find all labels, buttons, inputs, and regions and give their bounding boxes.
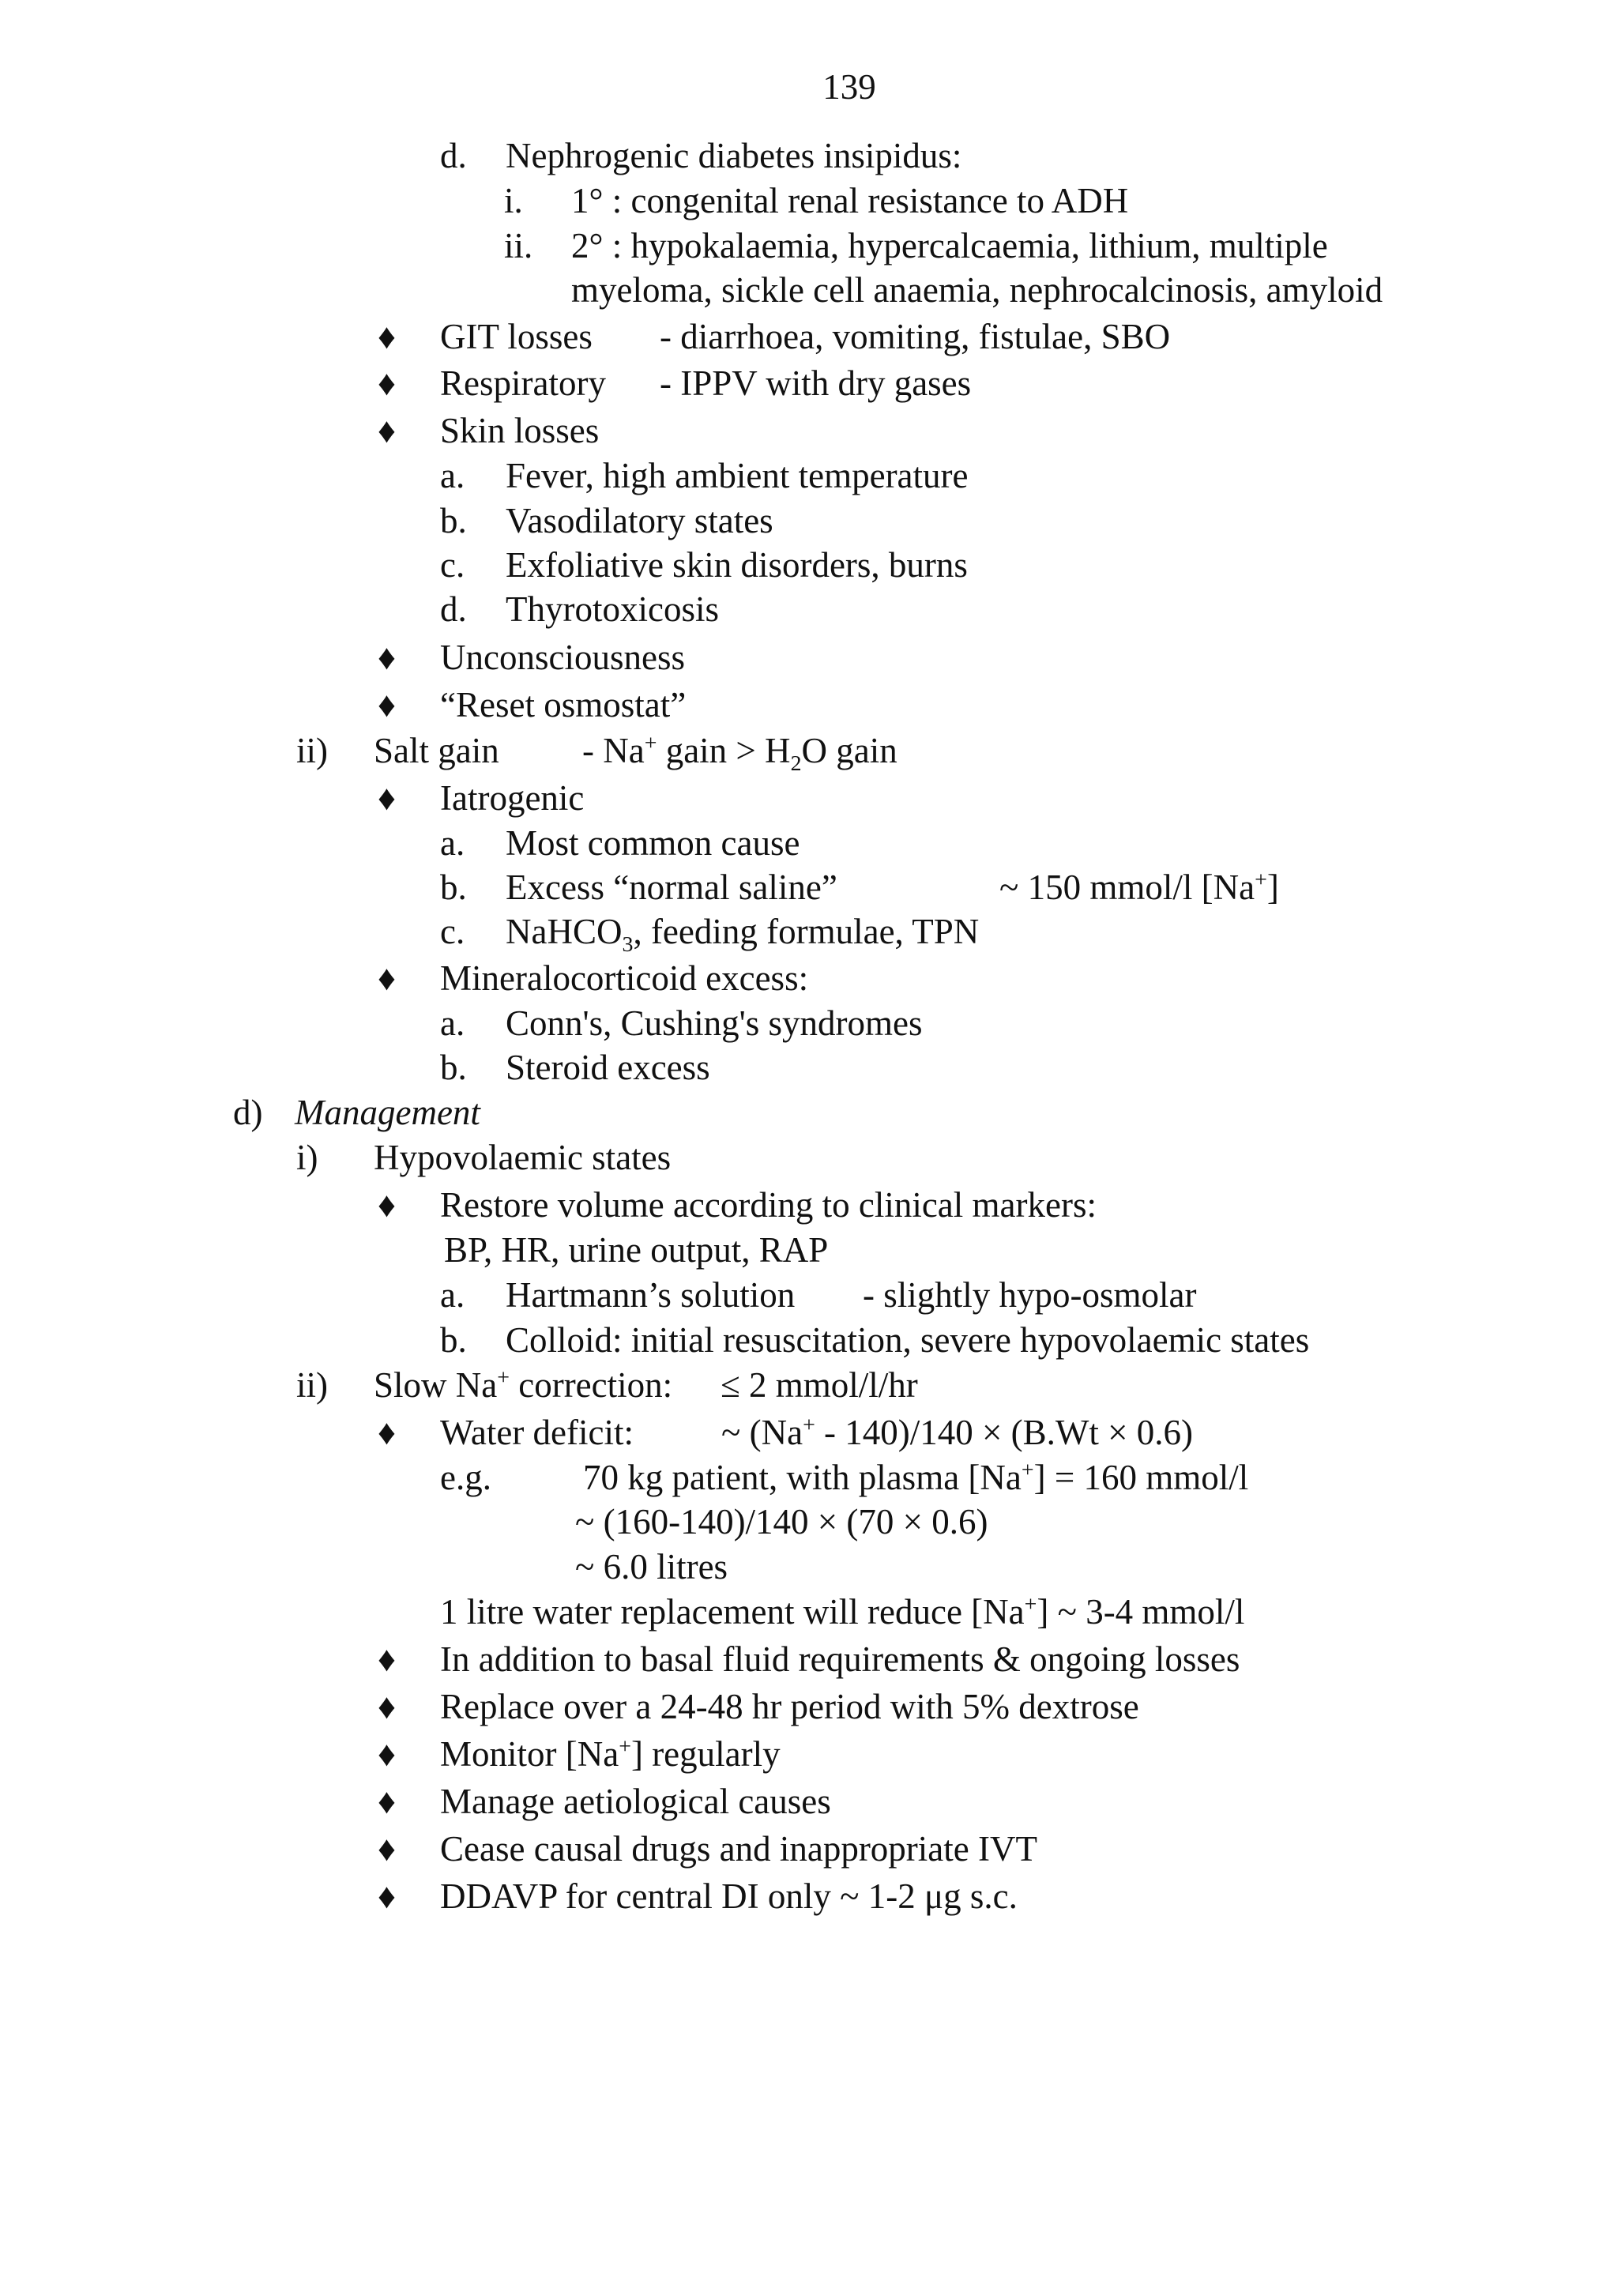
- bullet-text: Cease causal drugs and inappropriate IVT: [440, 1829, 1037, 1869]
- example-label: e.g.: [440, 1458, 491, 1497]
- bullet-icon: ♦: [378, 638, 396, 677]
- item-letter: a.: [440, 1003, 465, 1043]
- example-text: 70 kg patient, with plasma [Na+] = 160 mmol/l: [583, 1458, 1249, 1497]
- item-text: Most common cause: [506, 823, 800, 863]
- page-number: 139: [822, 67, 876, 107]
- section-label: Slow Na+ correction:: [374, 1365, 673, 1405]
- bullet-icon: ♦: [378, 1687, 396, 1726]
- bullet-icon: ♦: [378, 778, 396, 818]
- item-text: Excess “normal saline”: [506, 868, 837, 907]
- item-letter: b.: [440, 1320, 467, 1360]
- item-letter: c.: [440, 545, 465, 585]
- roman-numeral: ii): [296, 731, 328, 770]
- bullet-text: Respiratory: [440, 363, 606, 403]
- item-text: NaHCO$_3$, feeding formulae, TPN: [506, 912, 980, 957]
- bullet-text: Replace over a 24-48 hr period with 5% dextrose: [440, 1687, 1139, 1726]
- item-text: Thyrotoxicosis: [506, 589, 719, 629]
- bullet-text: “Reset osmostat”: [440, 685, 687, 725]
- bullet-text: DDAVP for central DI only ~ 1-2 μg s.c.: [440, 1876, 1018, 1916]
- bullet-icon: ♦: [378, 1185, 396, 1225]
- roman-numeral: i): [296, 1138, 318, 1177]
- bullet-text: Skin losses: [440, 411, 600, 450]
- bullet-text: Unconsciousness: [440, 638, 685, 677]
- item-letter: c.: [440, 912, 465, 951]
- bullet-icon: ♦: [378, 958, 396, 998]
- formula: ~ (Na+ - 140)/140 × (B.Wt × 0.6): [721, 1413, 1193, 1452]
- item-text: Conn's, Cushing's syndromes: [506, 1003, 923, 1043]
- item-letter: d.: [440, 589, 467, 629]
- bullet-icon: ♦: [378, 1829, 396, 1869]
- section-letter: d): [233, 1093, 263, 1132]
- item-text: Hartmann’s solution: [506, 1275, 796, 1315]
- roman-numeral: i.: [504, 181, 523, 220]
- section-label: Salt gain: [374, 731, 499, 770]
- bullet-icon: ♦: [378, 685, 396, 725]
- bullet-icon: ♦: [378, 1639, 396, 1679]
- item-text: 1° : congenital renal resistance to ADH: [571, 181, 1129, 220]
- item-text: Fever, high ambient temperature: [506, 456, 969, 495]
- note-text: 1 litre water replacement will reduce [Na+] ~ 3-4 mmol/l: [440, 1592, 1245, 1632]
- item-text: Colloid: initial resuscitation, severe hypovolaemic states: [506, 1320, 1310, 1360]
- bullet-icon: ♦: [378, 1413, 396, 1452]
- bullet-text: Monitor [Na+] regularly: [440, 1734, 781, 1774]
- calculation-line: ~ 6.0 litres: [575, 1547, 728, 1586]
- bullet-icon: ♦: [378, 411, 396, 450]
- item-text: myeloma, sickle cell anaemia, nephrocalcinosis, amyloid: [571, 270, 1383, 310]
- bullet-text: In addition to basal fluid requirements & ongoing losses: [440, 1639, 1240, 1679]
- bullet-text-continued: BP, HR, urine output, RAP: [444, 1230, 829, 1270]
- item-letter: b.: [440, 501, 467, 540]
- item-letter: a.: [440, 1275, 465, 1315]
- item-letter: a.: [440, 823, 465, 863]
- item-letter: b.: [440, 1048, 467, 1087]
- bullet-icon: ♦: [378, 1782, 396, 1821]
- item-text: Exfoliative skin disorders, burns: [506, 545, 968, 585]
- bullet-icon: ♦: [378, 317, 396, 356]
- bullet-icon: ♦: [378, 1876, 396, 1916]
- item-detail: ~ 150 mmol/l [Na+]: [999, 868, 1279, 907]
- section-label: Hypovolaemic states: [374, 1138, 672, 1177]
- bullet-icon: ♦: [378, 1734, 396, 1774]
- item-text: Vasodilatory states: [506, 501, 773, 540]
- item-letter: a.: [440, 456, 465, 495]
- bullet-text: Restore volume according to clinical markers:: [440, 1185, 1097, 1225]
- bullet-text: Iatrogenic: [440, 778, 585, 818]
- section-detail: - Na+ gain > $H_2O$ gain: [582, 731, 897, 776]
- bullet-text: GIT losses: [440, 317, 593, 356]
- bullet-detail: - IPPV with dry gases: [660, 363, 972, 403]
- item-letter: b.: [440, 868, 467, 907]
- calculation-line: ~ (160-140)/140 × (70 × 0.6): [575, 1502, 988, 1541]
- bullet-text: Mineralocorticoid excess:: [440, 958, 809, 998]
- item-text: Nephrogenic diabetes insipidus:: [506, 136, 962, 175]
- item-detail: - slightly hypo-osmolar: [863, 1275, 1197, 1315]
- section-heading: Management: [295, 1093, 480, 1132]
- roman-numeral: ii.: [504, 226, 533, 265]
- bullet-detail: - diarrhoea, vomiting, fistulae, SBO: [660, 317, 1171, 356]
- bullet-text: Manage aetiological causes: [440, 1782, 831, 1821]
- roman-numeral: ii): [296, 1365, 328, 1405]
- bullet-text: Water deficit:: [440, 1413, 634, 1452]
- section-detail: ≤ 2 mmol/l/hr: [721, 1365, 918, 1405]
- item-text: 2° : hypokalaemia, hypercalcaemia, lithium, multiple: [571, 226, 1328, 265]
- bullet-icon: ♦: [378, 363, 396, 403]
- item-text: Steroid excess: [506, 1048, 710, 1087]
- item-letter: d.: [440, 136, 467, 175]
